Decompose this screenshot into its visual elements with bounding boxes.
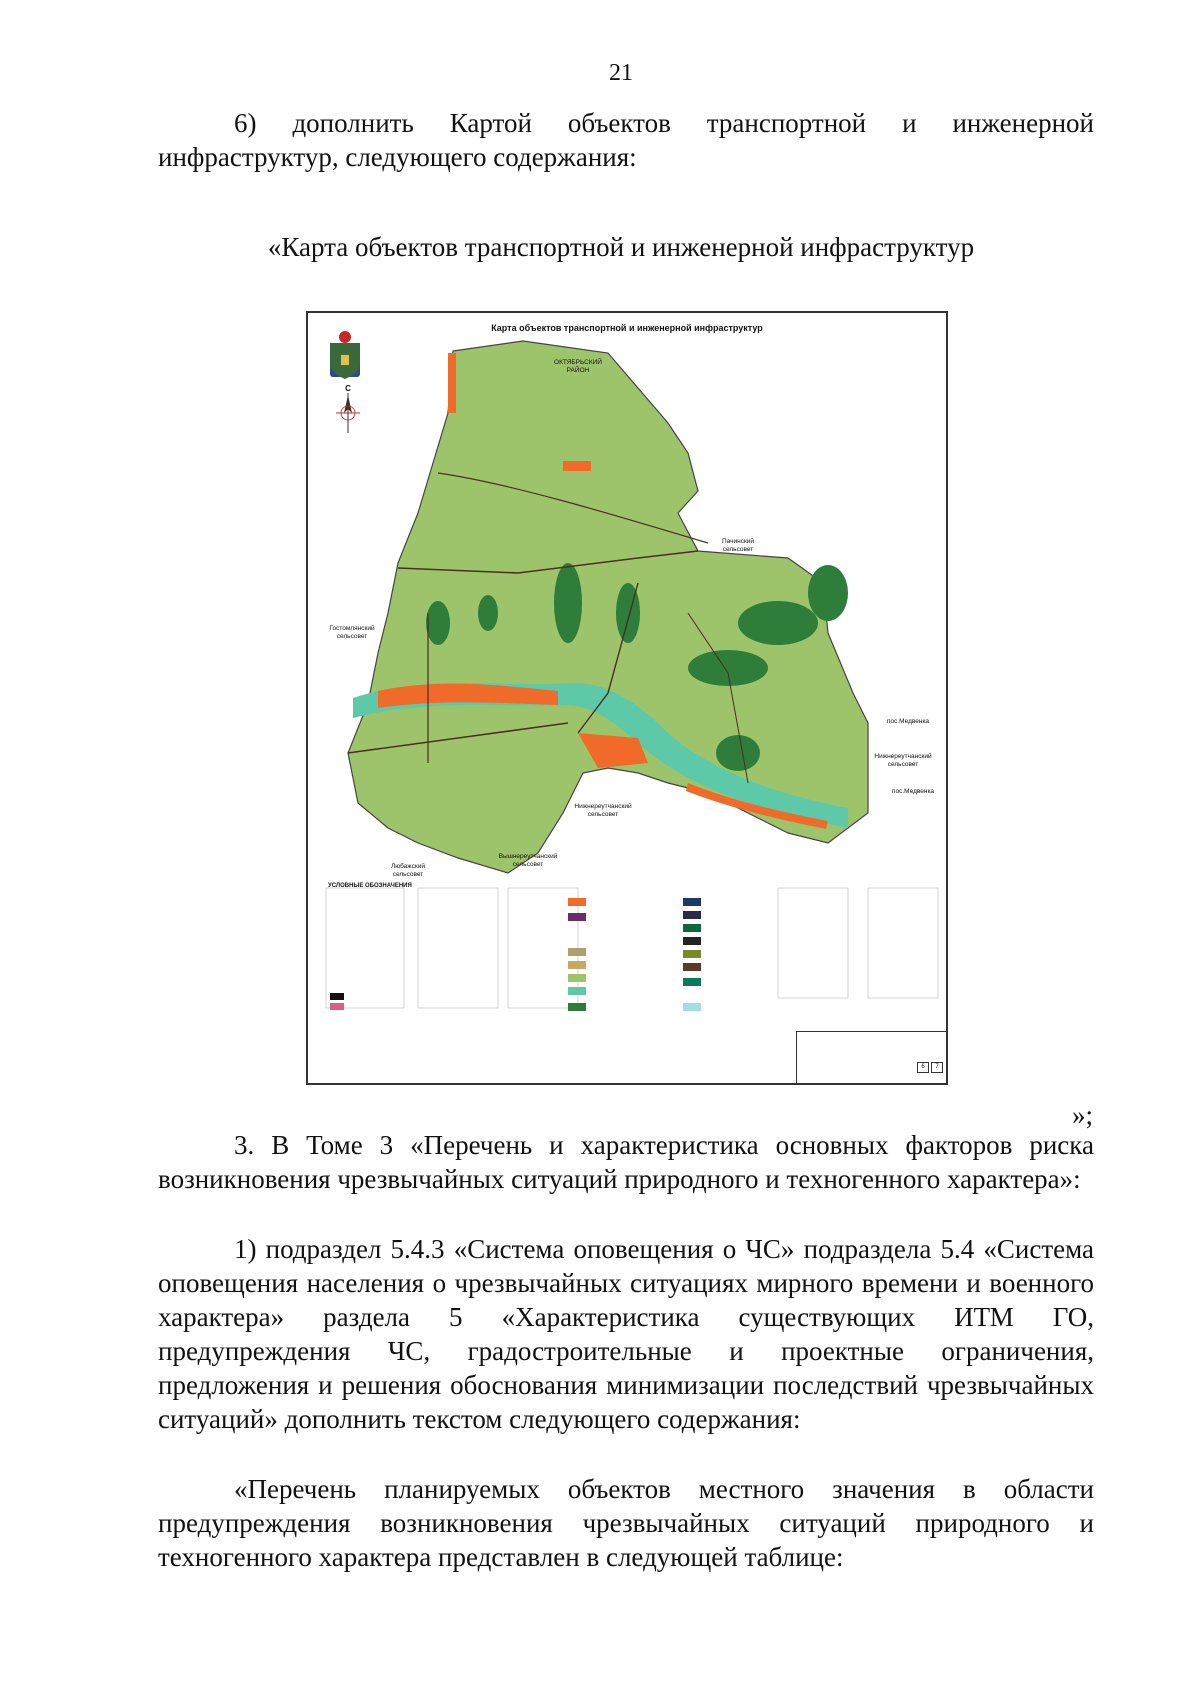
- label-gostomlyansky: Гостомлянский сельсовет: [329, 625, 375, 640]
- compass-rose-icon: [336, 393, 360, 433]
- label-vysshereut: Вышнереутчанский сельсовет: [498, 853, 558, 868]
- list-intro-paragraph: «Перечень планируемых объектов местного значения в области предупреждения возникновения чрезвычайных ситуаций природного и техногенного характера представлен в следующей таблице:: [158, 1474, 1094, 1572]
- forest-patch: [716, 735, 760, 771]
- title-block-stamp: [796, 1031, 948, 1085]
- label-medvenka-south: пос.Медвенка: [891, 788, 935, 795]
- sheet-numbers: [915, 1062, 943, 1073]
- legend-block: [326, 888, 938, 1011]
- forest-patch: [554, 563, 582, 643]
- settlement-area: [563, 461, 591, 471]
- page-number: 21: [609, 60, 633, 86]
- label-lyubach: Любажский сельсовет: [390, 863, 426, 878]
- forest-patch: [616, 583, 640, 643]
- section-3-paragraph: 3. В Томе 3 «Перечень и характеристика основных факторов риска возникновения чрезвычайных ситуаций природного и техногенного характера»:: [158, 1130, 1094, 1194]
- forest-patch: [426, 601, 450, 645]
- forest-patch: [808, 565, 848, 621]
- map-graphic: [308, 313, 948, 1085]
- legend-title: УСЛОВНЫЕ ОБОЗНАЧЕНИЯ: [328, 883, 412, 889]
- compass-north-label: С: [345, 384, 351, 393]
- label-pachinsky: Пачинский сельсовет: [721, 538, 755, 553]
- label-nizhnereut-east: Нижнереутчанский сельсовет: [874, 753, 932, 768]
- map-inner-title: Карта объектов транспортной и инженерной инфраструктур: [491, 323, 763, 333]
- forest-patch: [738, 601, 818, 645]
- coat-of-arms-icon: [330, 331, 360, 379]
- forest-patch: [688, 650, 768, 686]
- map-caption: «Карта объектов транспортной и инженерной инфраструктур: [267, 232, 975, 262]
- closing-quote: »;: [1072, 1100, 1094, 1130]
- forest-patch: [478, 595, 498, 631]
- item-1-paragraph: 1) подраздел 5.4.3 «Система оповещения о ЧС» подраздела 5.4 «Система оповещения населения о чрезвычайных ситуациях мирного времени и военного характера» раздела 5 «Характеристика существующих ИТМ ГО, предупреждения ЧС, градостроительные и проектные ограничения, предложения и решения обоснования минимизации последствий чрезвычайных ситуаций» дополнить текстом следующего содержания:: [158, 1234, 1094, 1434]
- label-nizhnereut-south: Нижнереутчанский сельсовет: [574, 803, 632, 818]
- label-oktyabrsky: ОКТЯБРЬСКИЙ РАЙОН: [554, 359, 602, 374]
- map-figure: [306, 311, 948, 1085]
- sheet-number: 6: [917, 1062, 929, 1073]
- settlement-area: [448, 353, 456, 413]
- sheet-total: 7: [931, 1062, 943, 1073]
- item-6-paragraph: 6) дополнить Картой объектов транспортной и инженерной инфраструктур, следующего содержания:: [158, 108, 1094, 172]
- label-medvenka-north: пос.Медвенка: [886, 718, 930, 725]
